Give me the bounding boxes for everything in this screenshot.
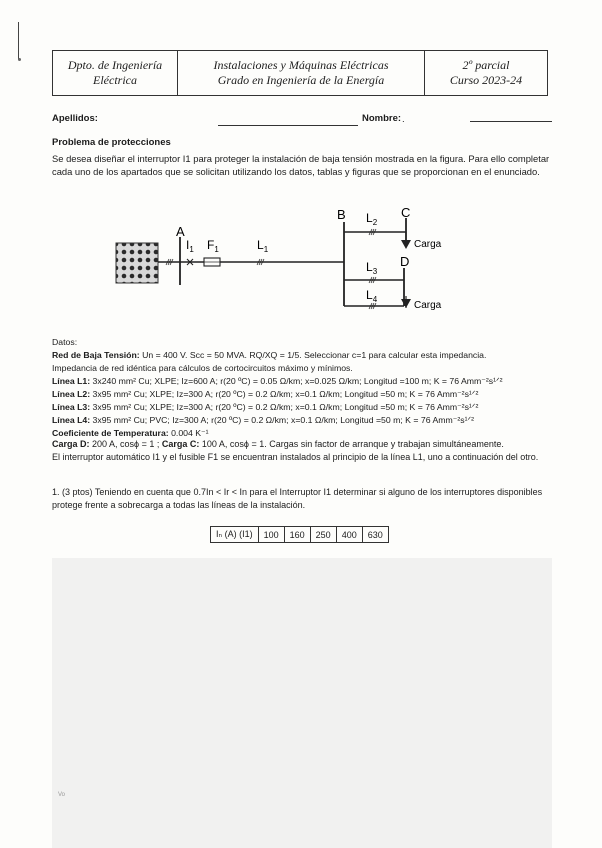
name-dot: . <box>402 114 405 125</box>
question-1: 1. (3 ptos) Teniendo en cuenta que 0.7In < Ir < In para el Interruptor I1 determinar si alguno de los interruptores disponibles protege frente a sobrecarga a todas las líneas de la instalación. <box>52 487 543 510</box>
course-line-2: Grado en Ingeniería de la Energía <box>217 73 385 87</box>
exam-line-2: Curso 2023-24 <box>449 73 523 87</box>
surname-label: Apellidos: <box>52 113 98 124</box>
grid-source-symbol <box>116 243 158 283</box>
table-cell: 100 <box>258 527 284 543</box>
breaker-ratings-table <box>210 526 389 543</box>
node-d-label: D <box>400 254 410 269</box>
node-b-label: B <box>337 207 346 222</box>
line-l1-label: $L_1$ <box>257 238 269 254</box>
table-header-cell: Iₙ (A) (I1) <box>211 527 259 543</box>
line-l1-data: Línea L1: 3x240 mm² Cu; XLPE; Iz=600 A; r(20 ºC) = 0.05 Ω/km; x=0.025 Ω/km; Longitud =100 m; K = 76 Amm⁻²s¹ᐟ² <box>52 376 503 386</box>
data-heading: Datos: <box>52 337 78 347</box>
line-l4-data: Línea L4: 3x95 mm² Cu; PVC; Iz=300 A; r(20 ºC) = 0.2 Ω/km; x=0.1 Ω/km; Longitud =50 m; K = 76 Amm⁻²s¹ᐟ² <box>52 415 475 425</box>
load-c-label: Carga <box>414 239 442 250</box>
answer-area[interactable] <box>52 558 552 848</box>
line-l4-label: $L_4$ <box>366 288 378 304</box>
protection-note: El interruptor automático I1 y el fusible F1 se encuentran instalados al principio de la línea L1, uno a continuación del otro. <box>52 452 539 462</box>
node-a-label: A <box>176 224 185 239</box>
line-l3-data: Línea L3: 3x95 mm² Cu; XLPE; Iz=300 A; r(20 ºC) = 0.2 Ω/km; x=0.1 Ω/km; Longitud =50 m; K = 76 Amm⁻²s¹ᐟ² <box>52 402 479 412</box>
table-cell: 250 <box>310 527 336 543</box>
table-cell: 630 <box>362 527 388 543</box>
loads-data: Carga D: 200 A, cosϕ = 1 ; Carga C: 100 A, cosϕ = 1. Cargas sin factor de arranque y trabajan simultáneamente. <box>52 439 504 449</box>
line-l3-label: $L_3$ <box>366 260 378 276</box>
load-c-arrow-icon <box>401 240 411 249</box>
data-block <box>52 336 562 440</box>
problem-title: Problema de protecciones <box>52 137 171 148</box>
line-l2-label: $L_2$ <box>366 211 378 227</box>
table-row <box>211 527 389 543</box>
loads-block <box>52 438 562 464</box>
exam-line-1: 2º parcial <box>462 58 510 72</box>
breaker-i1-label: $I_1$ <box>186 238 194 254</box>
temperature-coefficient: Coeficiente de Temperatura: 0.004 K⁻¹ <box>52 428 209 438</box>
grid-data: Red de Baja Tensión: Un = 400 V. Scc = 50 MVA. RQ/XQ = 1/5. Seleccionar c=1 para calcular esta impedancia. <box>52 350 487 360</box>
course-line-1: Instalaciones y Máquinas Eléctricas <box>213 58 389 72</box>
network-note: Impedancia de red idéntica para cálculos de cortocircuitos máximo y mínimos. <box>52 363 353 373</box>
table-cell: 400 <box>336 527 362 543</box>
load-d-label: Carga <box>414 300 442 311</box>
department-line-1: Dpto. de Ingeniería <box>67 58 163 72</box>
node-c-label: C <box>401 205 411 220</box>
line-l2-data: Línea L2: 3x95 mm² Cu; XLPE; Iz=300 A; r(20 ºC) = 0.2 Ω/km; x=0.1 Ω/km; Longitud =50 m; K = 76 Amm⁻²s¹ᐟ² <box>52 389 479 399</box>
circuit-diagram <box>0 0 602 330</box>
answer-mark: Vo <box>58 792 66 798</box>
table-cell: 160 <box>284 527 310 543</box>
name-label: Nombre: <box>362 113 402 124</box>
department-line-2: Eléctrica <box>93 73 137 87</box>
problem-statement: Se desea diseñar el interruptor I1 para proteger la instalación de baja tensión mostrada en la figura. Para ello completar cada uno de los apartados que se solicitan utilizando los datos, tablas y figuras que se proporcionan en el enunciado. <box>52 153 550 177</box>
fuse-f1-label: $F_1$ <box>207 238 219 254</box>
